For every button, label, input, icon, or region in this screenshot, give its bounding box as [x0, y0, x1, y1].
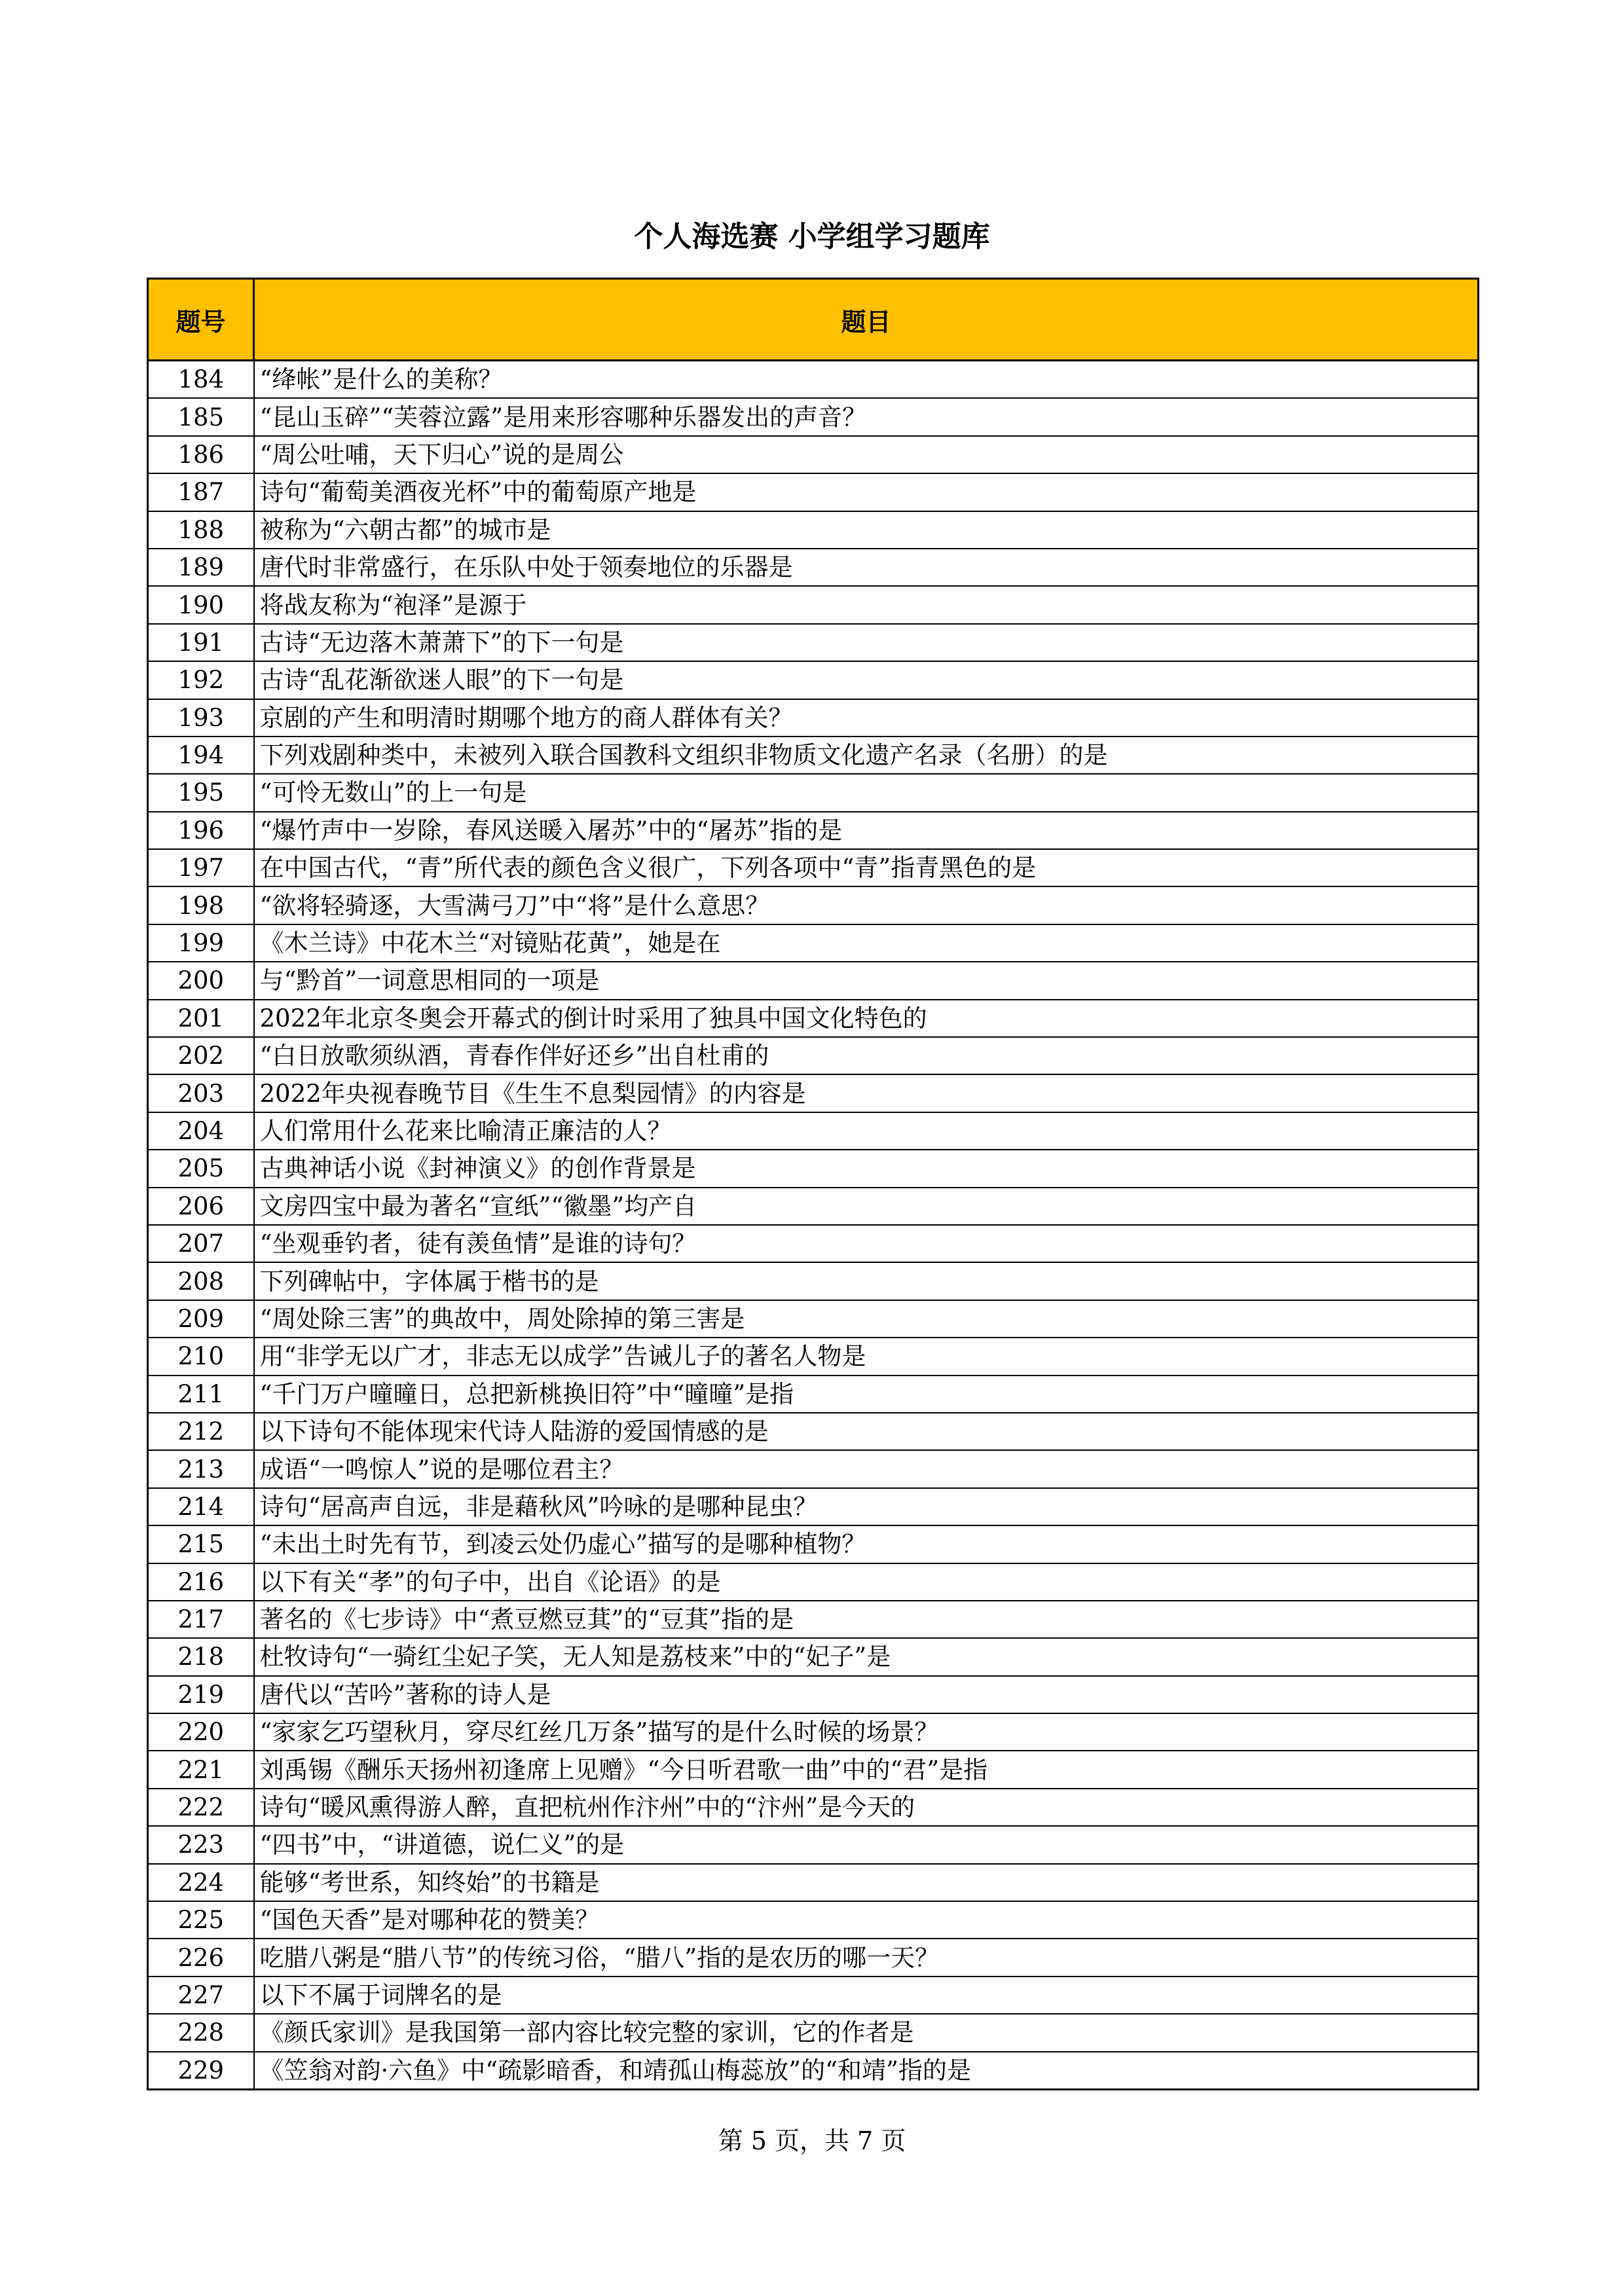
question-text: 刘禹锡《酬乐天扬州初逢席上见赠》“今日听君歌一曲”中的“君”是指 — [254, 1751, 1479, 1788]
table-row — [148, 2052, 1479, 2090]
question-number: 220 — [148, 1713, 254, 1751]
question-number: 188 — [148, 511, 254, 549]
table-row — [148, 1262, 1479, 1300]
question-number: 199 — [148, 924, 254, 962]
question-text: 人们常用什么花来比喻清正廉洁的人？ — [254, 1112, 1479, 1150]
question-text: 唐代时非常盛行，在乐队中处于领奏地位的乐器是 — [254, 549, 1479, 586]
question-text: “千门万户曈曈日，总把新桃换旧符”中“曈曈”是指 — [254, 1376, 1479, 1413]
table-row — [148, 1939, 1479, 1976]
question-text: 杜牧诗句“一骑红尘妃子笑，无人知是荔枝来”中的“妃子”是 — [254, 1638, 1479, 1675]
question-number: 228 — [148, 2014, 254, 2051]
question-number: 193 — [148, 699, 254, 737]
question-text: 《颜氏家训》是我国第一部内容比较完整的家训，它的作者是 — [254, 2014, 1479, 2051]
table-row — [148, 1864, 1479, 1901]
question-number: 224 — [148, 1864, 254, 1901]
table-row — [148, 1225, 1479, 1262]
table-row — [148, 1112, 1479, 1150]
question-number: 215 — [148, 1525, 254, 1563]
table-row — [148, 1901, 1479, 1939]
question-text: 以下不属于词牌名的是 — [254, 1977, 1479, 2014]
question-text: 下列碑帖中，字体属于楷书的是 — [254, 1262, 1479, 1300]
question-number: 223 — [148, 1826, 254, 1863]
question-number: 197 — [148, 849, 254, 886]
question-number: 227 — [148, 1977, 254, 2014]
question-text: “未出土时先有节，到凌云处仍虚心”描写的是哪种植物？ — [254, 1525, 1479, 1563]
question-number: 196 — [148, 812, 254, 849]
question-number: 213 — [148, 1450, 254, 1487]
question-number: 195 — [148, 774, 254, 811]
table-row — [148, 473, 1479, 511]
question-text: 成语“一鸣惊人”说的是哪位君主？ — [254, 1450, 1479, 1487]
table-row — [148, 661, 1479, 699]
question-text: 2022年北京冬奥会开幕式的倒计时采用了独具中国文化特色的 — [254, 1000, 1479, 1037]
table-row — [148, 962, 1479, 999]
question-number: 219 — [148, 1676, 254, 1713]
question-table — [147, 278, 1479, 2090]
question-text: “可怜无数山”的上一句是 — [254, 774, 1479, 811]
question-text: 2022年央视春晚节目《生生不息梨园情》的内容是 — [254, 1074, 1479, 1112]
header-question: 题目 — [254, 279, 1479, 361]
question-text: 京剧的产生和明清时期哪个地方的商人群体有关？ — [254, 699, 1479, 737]
table-row — [148, 1188, 1479, 1225]
table-row — [148, 1713, 1479, 1751]
page-title: 个人海选赛 小学组学习题库 — [634, 220, 990, 253]
question-number: 185 — [148, 398, 254, 435]
question-number: 218 — [148, 1638, 254, 1675]
question-number: 208 — [148, 1262, 254, 1300]
table-row — [148, 1300, 1479, 1338]
question-number: 198 — [148, 886, 254, 924]
question-text: 下列戏剧种类中，未被列入联合国教科文组织非物质文化遗产名录（名册）的是 — [254, 737, 1479, 774]
table-row — [148, 737, 1479, 774]
question-text: 被称为“六朝古都”的城市是 — [254, 511, 1479, 549]
question-number: 191 — [148, 624, 254, 661]
question-number: 203 — [148, 1074, 254, 1112]
table-row — [148, 699, 1479, 737]
question-number: 211 — [148, 1376, 254, 1413]
table-row — [148, 1338, 1479, 1375]
question-number: 226 — [148, 1939, 254, 1976]
question-number: 225 — [148, 1901, 254, 1939]
question-text: “国色天香”是对哪种花的赞美？ — [254, 1901, 1479, 1939]
question-number: 184 — [148, 361, 254, 399]
table-row — [148, 1977, 1479, 2014]
question-text: 诗句“葡萄美酒夜光杯”中的葡萄原产地是 — [254, 473, 1479, 511]
question-text: 《笠翁对韵·六鱼》中“疏影暗香，和靖孤山梅蕊放”的“和靖”指的是 — [254, 2052, 1479, 2090]
question-number: 206 — [148, 1188, 254, 1225]
table-row — [148, 1601, 1479, 1638]
question-number: 194 — [148, 737, 254, 774]
question-number: 187 — [148, 473, 254, 511]
question-text: 在中国古代，“青”所代表的颜色含义很广，下列各项中“青”指青黑色的是 — [254, 849, 1479, 886]
question-number: 201 — [148, 1000, 254, 1037]
table-row — [148, 1413, 1479, 1450]
table-row — [148, 924, 1479, 962]
table-row — [148, 1751, 1479, 1788]
table-row — [148, 1037, 1479, 1074]
question-text: 诗句“暖风熏得游人醉，直把杭州作汴州”中的“汴州”是今天的 — [254, 1789, 1479, 1826]
table-row — [148, 1376, 1479, 1413]
question-number: 207 — [148, 1225, 254, 1262]
question-text: 《木兰诗》中花木兰“对镜贴花黄”，她是在 — [254, 924, 1479, 962]
table-row — [148, 2014, 1479, 2051]
question-text: 以下诗句不能体现宋代诗人陆游的爱国情感的是 — [254, 1413, 1479, 1450]
page-footer: 第 5 页，共 7 页 — [718, 2126, 906, 2155]
question-text: “白日放歌须纵酒，青春作伴好还乡”出自杜甫的 — [254, 1037, 1479, 1074]
table-row — [148, 624, 1479, 661]
question-number: 217 — [148, 1601, 254, 1638]
table-row — [148, 1074, 1479, 1112]
question-number: 205 — [148, 1150, 254, 1187]
question-number: 192 — [148, 661, 254, 699]
question-text: “绛帐”是什么的美称？ — [254, 361, 1479, 399]
question-number: 229 — [148, 2052, 254, 2090]
question-number: 189 — [148, 549, 254, 586]
question-number: 212 — [148, 1413, 254, 1450]
table-row — [148, 361, 1479, 399]
question-text: 诗句“居高声自远，非是藉秋风”吟咏的是哪种昆虫？ — [254, 1488, 1479, 1525]
question-text: “爆竹声中一岁除，春风送暖入屠苏”中的“屠苏”指的是 — [254, 812, 1479, 849]
question-number: 209 — [148, 1300, 254, 1338]
question-number: 216 — [148, 1563, 254, 1601]
table-row — [148, 511, 1479, 549]
table-body — [148, 361, 1479, 2090]
question-text: “周公吐哺，天下归心”说的是周公 — [254, 436, 1479, 473]
question-text: “坐观垂钓者，徒有羡鱼情”是谁的诗句？ — [254, 1225, 1479, 1262]
question-text: 与“黔首”一词意思相同的一项是 — [254, 962, 1479, 999]
table-row — [148, 886, 1479, 924]
table-row — [148, 398, 1479, 435]
table-row — [148, 1488, 1479, 1525]
question-text: 文房四宝中最为著名“宣纸”“徽墨”均产自 — [254, 1188, 1479, 1225]
question-text: “欲将轻骑逐，大雪满弓刀”中“将”是什么意思？ — [254, 886, 1479, 924]
question-text: “周处除三害”的典故中，周处除掉的第三害是 — [254, 1300, 1479, 1338]
question-number: 190 — [148, 586, 254, 623]
table-row — [148, 1676, 1479, 1713]
table-row — [148, 1638, 1479, 1675]
question-number: 221 — [148, 1751, 254, 1788]
question-text: “家家乞巧望秋月，穿尽红丝几万条”描写的是什么时候的场景？ — [254, 1713, 1479, 1751]
table-row — [148, 1789, 1479, 1826]
question-text: 将战友称为“袍泽”是源于 — [254, 586, 1479, 623]
question-text: 用“非学无以广才，非志无以成学”告诫儿子的著名人物是 — [254, 1338, 1479, 1375]
table-row — [148, 436, 1479, 473]
question-number: 186 — [148, 436, 254, 473]
question-number: 222 — [148, 1789, 254, 1826]
question-text: “四书”中，“讲道德，说仁义”的是 — [254, 1826, 1479, 1863]
table-row — [148, 586, 1479, 623]
table-row — [148, 1525, 1479, 1563]
table-row — [148, 1000, 1479, 1037]
question-text: 以下有关“孝”的句子中，出自《论语》的是 — [254, 1563, 1479, 1601]
question-text: 唐代以“苦吟”著称的诗人是 — [254, 1676, 1479, 1713]
question-number: 210 — [148, 1338, 254, 1375]
table-row — [148, 1826, 1479, 1863]
question-number: 214 — [148, 1488, 254, 1525]
question-text: 能够“考世系，知终始”的书籍是 — [254, 1864, 1479, 1901]
question-number: 200 — [148, 962, 254, 999]
question-text: 吃腊八粥是“腊八节”的传统习俗，“腊八”指的是农历的哪一天？ — [254, 1939, 1479, 1976]
table-row — [148, 1563, 1479, 1601]
table-row — [148, 549, 1479, 586]
table-row — [148, 812, 1479, 849]
table-row — [148, 1150, 1479, 1187]
question-text: 古典神话小说《封神演义》的创作背景是 — [254, 1150, 1479, 1187]
question-text: 古诗“无边落木萧萧下”的下一句是 — [254, 624, 1479, 661]
table-header-row — [148, 279, 1479, 361]
question-number: 204 — [148, 1112, 254, 1150]
table-row — [148, 1450, 1479, 1487]
table-row — [148, 849, 1479, 886]
header-number: 题号 — [148, 279, 254, 361]
question-text: “昆山玉碎”“芙蓉泣露”是用来形容哪种乐器发出的声音？ — [254, 398, 1479, 435]
question-text: 著名的《七步诗》中“煮豆燃豆萁”的“豆萁”指的是 — [254, 1601, 1479, 1638]
question-number: 202 — [148, 1037, 254, 1074]
question-text: 古诗“乱花渐欲迷人眼”的下一句是 — [254, 661, 1479, 699]
table-row — [148, 774, 1479, 811]
